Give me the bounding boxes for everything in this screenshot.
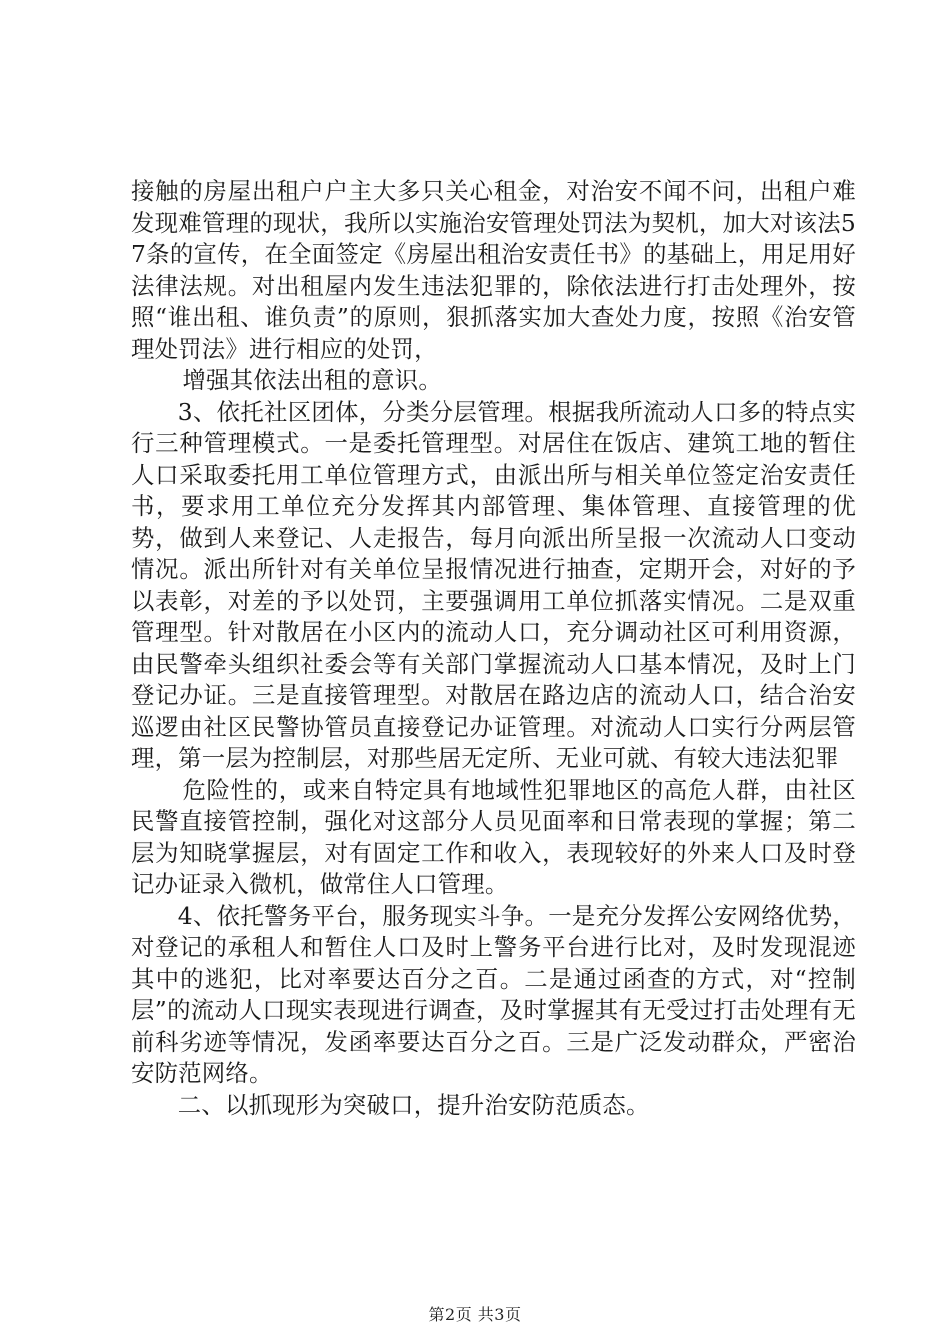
paragraph-police-platform: 4、依托警务平台，服务现实斗争。一是充分发挥公安网络优势，对登记的承租人和暂住人口及时上警务平台进行比对，及时发现混迹其中的逃犯，比对率要达百分之百。二是通过函查的方式，对“控制层”的流动人口现实表现进行调查，及时掌握其有无受过打击处理有无前科劣迹等情况，发函率要达百分之百。三是广泛发动群众，严密治安防范网络。 [131, 901, 856, 1087]
document-body [131, 176, 856, 1121]
paragraph-rental-management: 接触的房屋出租户户主大多只关心租金，对治安不闻不问，出租户难发现难管理的现状，我所以实施治安管理处罚法为契机，加大对该法57条的宣传，在全面签定《房屋出租治安责任书》的基础上，用足用好法律法规。对出租屋内发生违法犯罪的，除依法进行打击处理外，按照“谁出租、谁负责”的原则，狠抓落实加大查处力度，按照《治安管理处罚法》进行相应的处罚， [131, 177, 856, 363]
paragraph-community-management: 3、依托社区团体，分类分层管理。根据我所流动人口多的特点实行三种管理模式。一是委托管理型。对居住在饭店、建筑工地的暂住人口采取委托用工单位管理方式，由派出所与相关单位签定治安责任书，要求用工单位充分发挥其内部管理、集体管理、直接管理的优势，做到人来登记、人走报告，每月向派出所呈报一次流动人口变动情况。派出所针对有关单位呈报情况进行抽查，定期开会，对好的予以表彰，对差的予以处罚，主要强调用工单位抓落实情况。二是双重管理型。针对散居在小区内的流动人口，充分调动社区可利用资源，由民警牵头组织社委会等有关部门掌握流动人口基本情况，及时上门登记办证。三是直接管理型。对散居在路边店的流动人口，结合治安巡逻由社区民警协管员直接登记办证管理。对流动人口实行分两层管理，第一层为控制层，对那些居无定所、无业可就、有较大违法犯罪 [131, 397, 856, 772]
paragraph-risk-groups: 危险性的，或来自特定具有地域性犯罪地区的高危人群，由社区民警直接管控制，强化对这部分人员见面率和日常表现的掌握；第二层为知晓掌握层，对有固定工作和收入，表现较好的外来人口及时登记办证录入微机，做常住人口管理。 [131, 775, 856, 898]
page-footer: 第2页 共3页 [428, 1305, 522, 1324]
paragraph-rental-awareness: 增强其依法出租的意识。 [182, 366, 442, 394]
paragraph-section-heading: 二、以抓现形为突破口，提升治安防范质态。 [177, 1090, 650, 1119]
